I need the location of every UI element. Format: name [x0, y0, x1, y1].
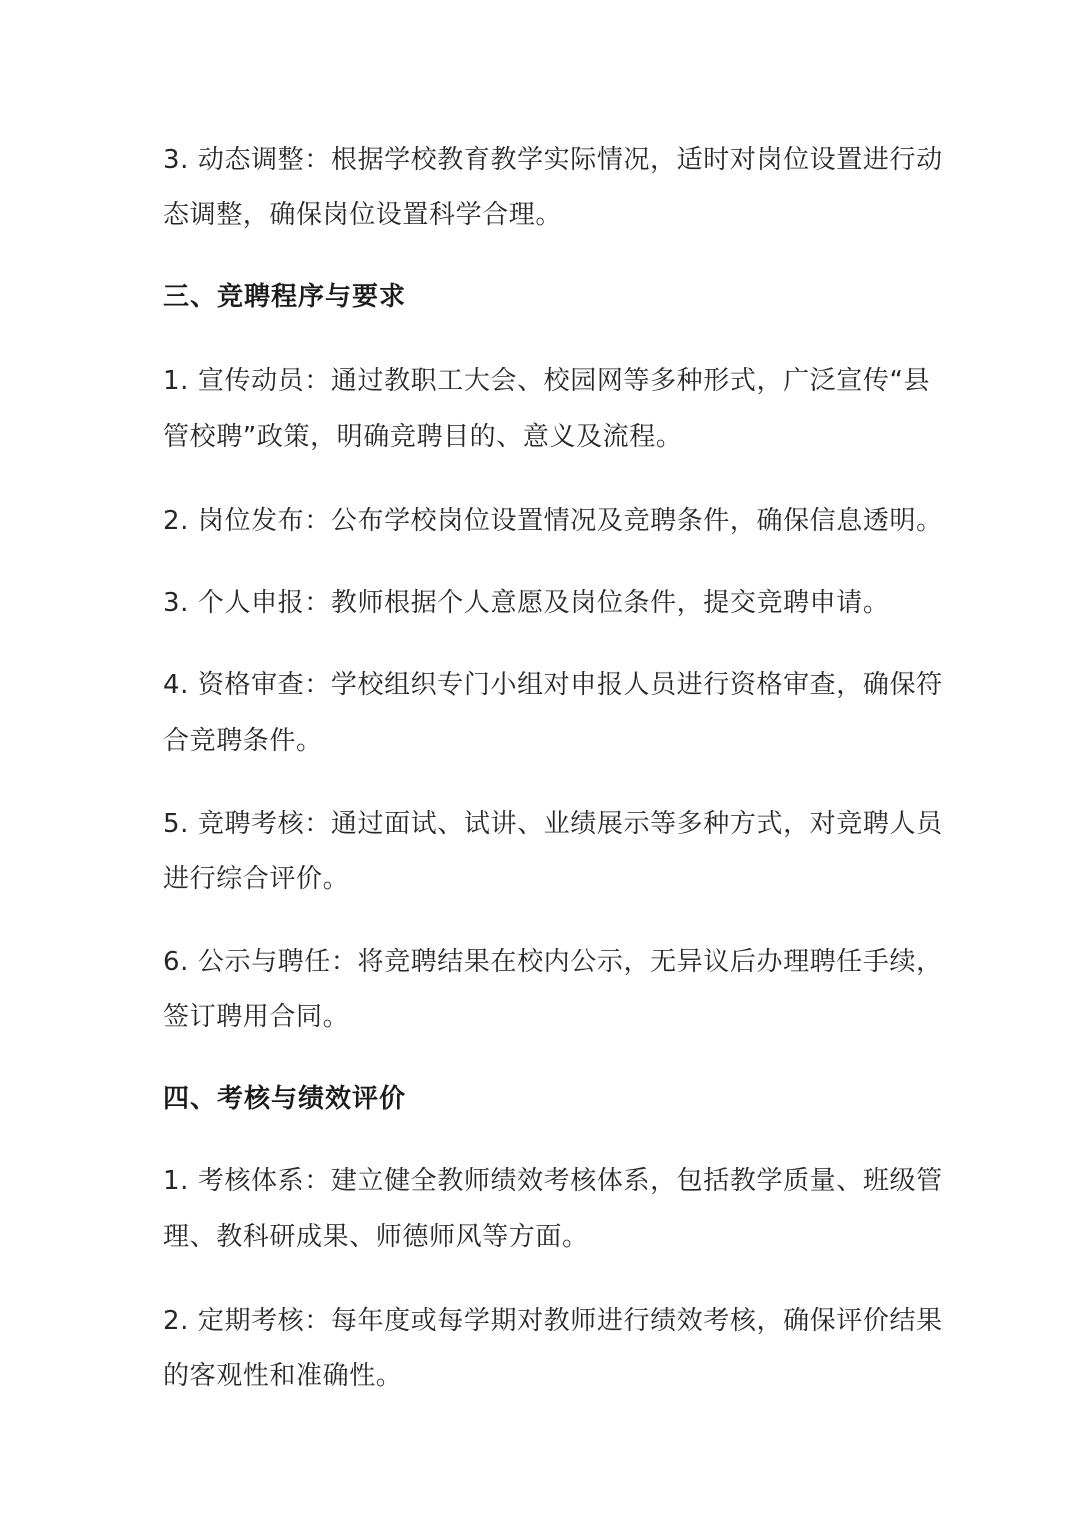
paragraph-line: 的客观性和准确性。 [163, 1361, 403, 1391]
paragraph-line: 1. 考核体系：建立健全教师绩效考核体系，包括教学质量、班级管 [163, 1166, 943, 1196]
paragraph-line: 5. 竞聘考核：通过面试、试讲、业绩展示等多种方式，对竞聘人员 [163, 809, 943, 839]
paragraph-line: 态调整，确保岗位设置科学合理。 [163, 200, 563, 230]
paragraph-line: 合竞聘条件。 [163, 726, 323, 756]
section-heading: 三、竞聘程序与要求 [163, 282, 407, 312]
paragraph-line: 2. 定期考核：每年度或每学期对教师进行绩效考核，确保评价结果 [163, 1306, 943, 1336]
paragraph-line: 进行综合评价。 [163, 864, 350, 894]
paragraph-line: 2. 岗位发布：公布学校岗位设置情况及竞聘条件，确保信息透明。 [163, 506, 943, 536]
section-heading: 四、考核与绩效评价 [163, 1084, 407, 1114]
paragraph-line: 6. 公示与聘任：将竞聘结果在校内公示，无异议后办理聘任手续， [163, 947, 943, 977]
paragraph-line: 管校聘”政策，明确竞聘目的、意义及流程。 [163, 422, 683, 452]
paragraph-line: 4. 资格审查：学校组织专门小组对申报人员进行资格审查，确保符 [163, 670, 943, 700]
paragraph-line: 签订聘用合同。 [163, 1002, 350, 1032]
paragraph-line: 3. 动态调整：根据学校教育教学实际情况，适时对岗位设置进行动 [163, 145, 943, 175]
paragraph-line: 3. 个人申报：教师根据个人意愿及岗位条件，提交竞聘申请。 [163, 588, 890, 618]
paragraph-line: 1. 宣传动员：通过教职工大会、校园网等多种形式，广泛宣传“县 [163, 366, 931, 396]
paragraph-line: 理、教科研成果、师德师风等方面。 [163, 1222, 589, 1252]
